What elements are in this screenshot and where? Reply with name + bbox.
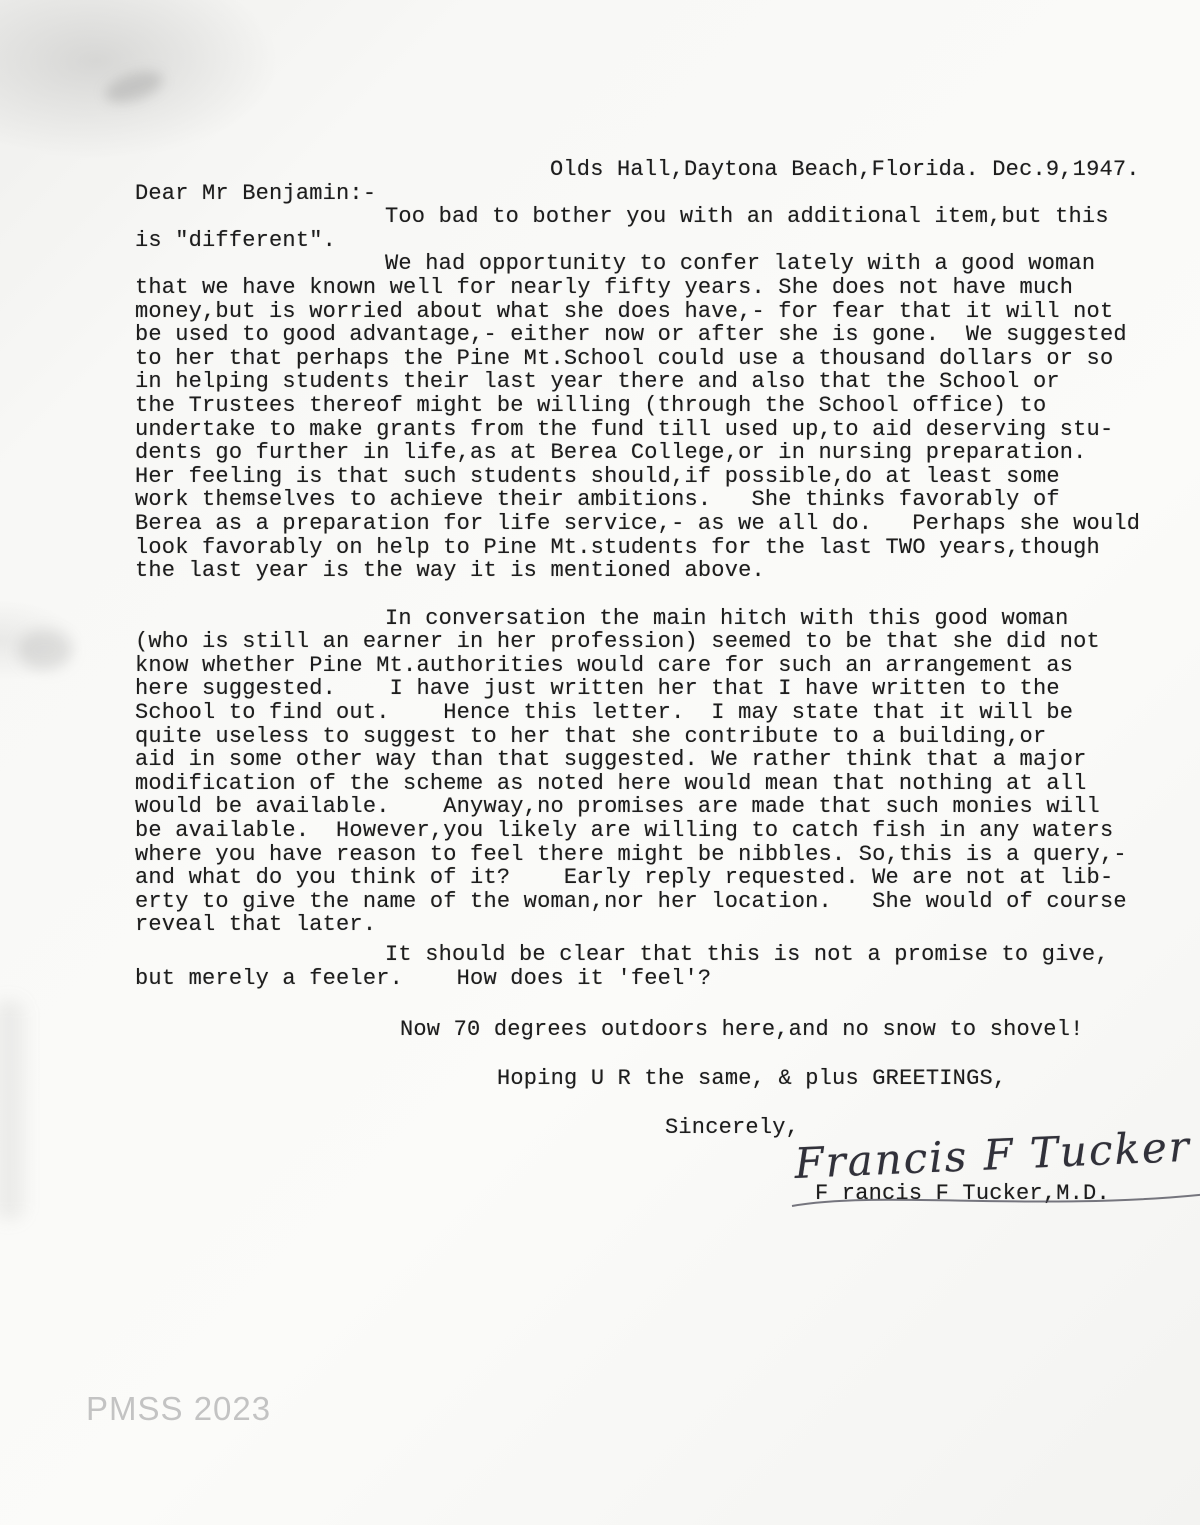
closing-salutation: Sincerely,: [665, 1115, 800, 1141]
greeting-line: Hoping U R the same, & plus GREETINGS,: [497, 1065, 1007, 1091]
letter-line: In conversation the main hitch with this good woman: [385, 605, 1069, 631]
letter-line: be used to good advantage,- either now or after she is gone. We suggested: [135, 322, 1127, 348]
letter-line: know whether Pine Mt.authorities would care for such an arrangement as: [135, 652, 1074, 678]
letter-line: (who is still an earner in her profession) seemed to be that she did not: [135, 629, 1100, 655]
letter-line: Her feeling is that such students should,if possible,do at least some: [135, 463, 1060, 489]
letter-line: but merely a feeler. How does it 'feel'?: [135, 965, 712, 991]
letter-line: Too bad to bother you with an additional item,but this: [385, 204, 1109, 230]
typed-signature: F rancis F Tucker,M.D.: [815, 1180, 1110, 1206]
letter-line: erty to give the name of the woman,nor her location. She would of course: [135, 888, 1127, 914]
letter-line: be available. However,you likely are willing to catch fish in any waters: [135, 818, 1114, 844]
handwritten-signature: Francis F Tucker: [793, 1121, 1192, 1188]
dateline: Olds Hall,Daytona Beach,Florida. Dec.9,1947.: [550, 157, 1140, 182]
watermark: PMSS 2023: [86, 1390, 272, 1427]
letter-line: where you have reason to feel there might be nibbles. So,this is a query,-: [135, 841, 1127, 867]
scan-smudge: [101, 65, 166, 108]
letter-line: quite useless to suggest to her that she contribute to a building,or: [135, 723, 1047, 749]
paragraph-4: [135, 943, 1197, 990]
letter-line: undertake to make grants from the fund till used up,to aid deserving stu-: [135, 416, 1114, 442]
salutation: Dear Mr Benjamin:-: [135, 180, 377, 206]
paragraph-3: [135, 607, 1197, 937]
letter-line: reveal that later.: [135, 912, 377, 938]
letter-line: Berea as a preparation for life service,- as we all do. Perhaps she would: [135, 510, 1141, 536]
weather-line: Now 70 degrees outdoors here,and no snow to shovel!: [400, 1017, 1084, 1043]
letter-line: is "different".: [135, 227, 337, 253]
letter-line: in helping students their last year there and also that the School or: [135, 369, 1060, 395]
letter-line: work themselves to achieve their ambitions. She thinks favorably of: [135, 487, 1060, 513]
letter-line: that we have known well for nearly fifty years. She does not have much: [135, 274, 1074, 300]
letter-line: It should be clear that this is not a promise to give,: [385, 942, 1109, 967]
scan-smudge: [18, 630, 72, 670]
letter-line: dents go further in life,as at Berea College,or in nursing preparation.: [135, 440, 1087, 466]
letter-body: [135, 158, 1197, 1262]
paragraph-2: [135, 252, 1197, 582]
scan-smudge: [0, 1000, 24, 1220]
letter-line: and what do you think of it? Early reply requested. We are not at lib-: [135, 865, 1114, 891]
letter-line: the Trustees thereof might be willing (through the School office) to: [135, 392, 1047, 418]
letter-line: the last year is the way it is mentioned above.: [135, 558, 765, 584]
letter-line: here suggested. I have just written her that I have written to the: [135, 676, 1060, 702]
letter-line: to her that perhaps the Pine Mt.School could use a thousand dollars or so: [135, 345, 1114, 371]
letter-line: modification of the scheme as noted here would mean that nothing at all: [135, 770, 1087, 796]
letter-line: money,but is worried about what she does have,- for fear that it will not: [135, 298, 1114, 324]
letter-line: look favorably on help to Pine Mt.students for the last TWO years,though: [135, 534, 1100, 560]
letter-line: would be available. Anyway,no promises are made that such monies will: [135, 794, 1100, 820]
letter-line: We had opportunity to confer lately with a good woman: [385, 251, 1096, 277]
paragraph-1: [135, 205, 1197, 252]
letter-line: aid in some other way than that suggested. We rather think that a major: [135, 747, 1087, 773]
letter-line: School to find out. Hence this letter. I may state that it will be: [135, 700, 1074, 726]
